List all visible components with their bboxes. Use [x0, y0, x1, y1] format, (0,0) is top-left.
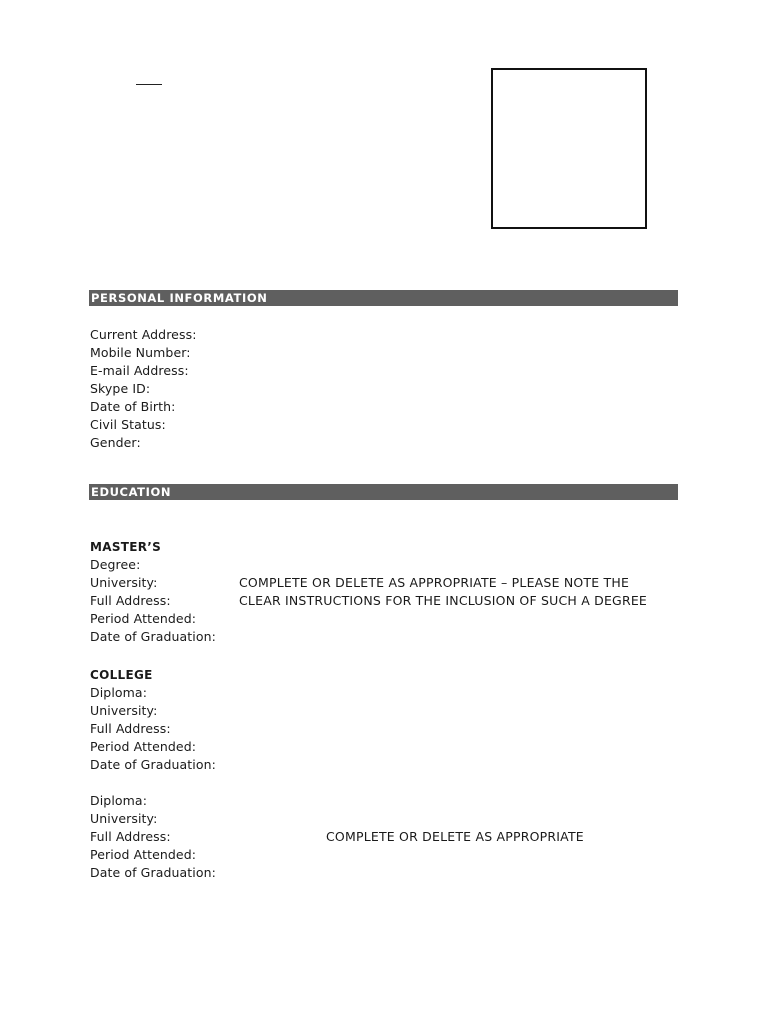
- diploma2-field-date-of-graduation: Date of Graduation:: [90, 865, 216, 880]
- college-fields-list: [90, 684, 216, 774]
- photo-placeholder-box: [491, 68, 647, 229]
- masters-fields-list: [90, 556, 216, 646]
- name-underline: [136, 84, 162, 85]
- field-email-address: E-mail Address:: [90, 363, 189, 378]
- second-diploma-fields-list: [90, 792, 216, 882]
- diploma2-field-university: University:: [90, 811, 158, 826]
- college-field-period-attended: Period Attended:: [90, 739, 197, 754]
- masters-instruction-line-2: CLEAR INSTRUCTIONS FOR THE INCLUSION OF SUCH A DEGREE: [239, 593, 648, 608]
- diploma2-field-diploma: Diploma:: [90, 793, 148, 808]
- masters-field-university: University:: [90, 575, 158, 590]
- masters-field-period-attended: Period Attended:: [90, 611, 197, 626]
- college-subheading: COLLEGE: [90, 668, 153, 682]
- personal-fields-list: [90, 326, 197, 452]
- diploma2-field-full-address: Full Address:: [90, 829, 171, 844]
- masters-field-degree: Degree:: [90, 557, 141, 572]
- masters-field-date-of-graduation: Date of Graduation:: [90, 629, 216, 644]
- personal-information-heading: PERSONAL INFORMATION: [89, 290, 678, 306]
- field-gender: Gender:: [90, 435, 141, 450]
- diploma2-instruction: COMPLETE OR DELETE AS APPROPRIATE: [326, 829, 584, 844]
- education-heading: EDUCATION: [89, 484, 678, 500]
- college-field-full-address: Full Address:: [90, 721, 171, 736]
- field-skype-id: Skype ID:: [90, 381, 151, 396]
- field-current-address: Current Address:: [90, 327, 197, 342]
- masters-field-full-address: Full Address:: [90, 593, 171, 608]
- masters-instruction-line-1: COMPLETE OR DELETE AS APPROPRIATE – PLEASE NOTE THE: [239, 575, 630, 590]
- field-civil-status: Civil Status:: [90, 417, 166, 432]
- field-date-of-birth: Date of Birth:: [90, 399, 176, 414]
- masters-subheading: MASTER’S: [90, 540, 162, 554]
- field-mobile-number: Mobile Number:: [90, 345, 191, 360]
- diploma2-field-period-attended: Period Attended:: [90, 847, 197, 862]
- college-field-university: University:: [90, 703, 158, 718]
- college-field-diploma: Diploma:: [90, 685, 148, 700]
- college-field-date-of-graduation: Date of Graduation:: [90, 757, 216, 772]
